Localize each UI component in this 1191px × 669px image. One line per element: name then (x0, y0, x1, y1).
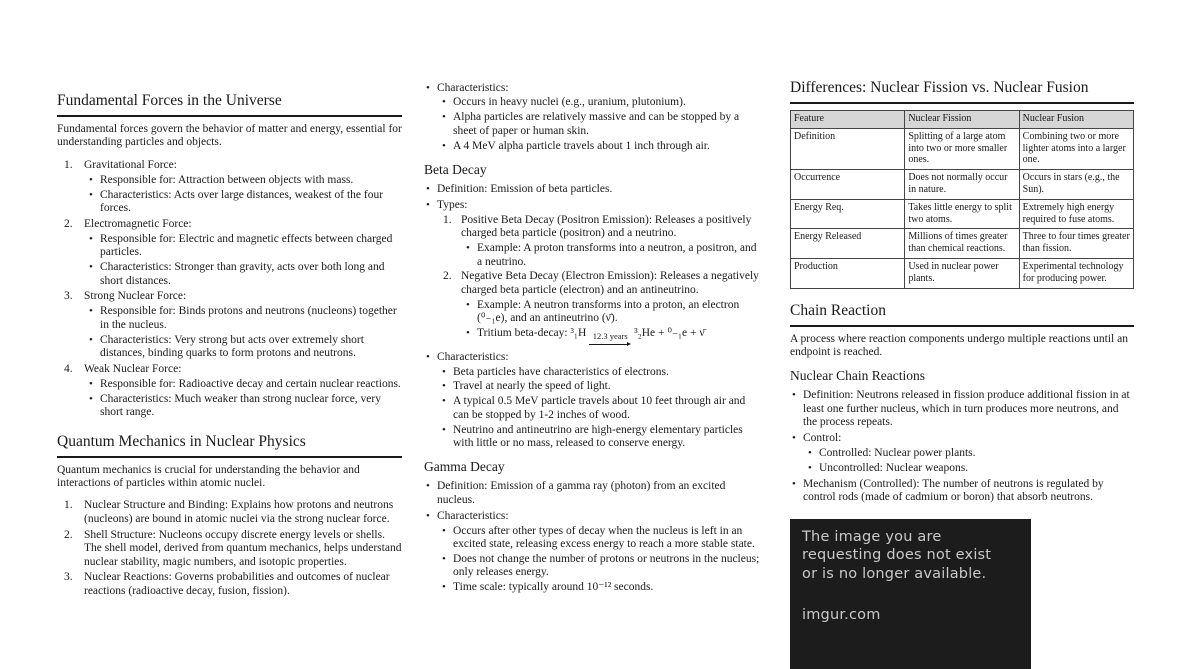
table-cell: Occurrence (791, 170, 905, 200)
list-item (87, 189, 402, 216)
list-item (806, 447, 1134, 460)
list-item-text: Controlled: Nuclear power plants. (819, 447, 976, 459)
list-item-text: Definition: Emission of beta particles. (437, 183, 613, 196)
table-row (791, 199, 1134, 229)
table-cell: Splitting of a large atom into two or more smaller ones. (905, 128, 1019, 169)
list-item-text: Example: A neutron transforms into a proton, an electron (⁰₋₁e), and an antineutrino (ν̄). (477, 298, 740, 325)
list-item (440, 395, 764, 422)
list-item (440, 140, 764, 153)
list-item (64, 290, 402, 360)
table-cell: Does not normally occur in nature. (905, 170, 1019, 200)
list-item-text: Definition: Emission of a gamma ray (photon) from an excited nucleus. (437, 480, 726, 506)
list-item (440, 553, 764, 580)
table-cell: Millions of times greater than chemical reactions. (905, 229, 1019, 259)
list-item-text: Shell Structure: Nucleons occupy discrete energy levels or shells. The shell model, derived from quantum mechanics, helps understand nuclear stability, magic numbers, and isotopic properties. (84, 528, 402, 568)
table-cell: Production (791, 258, 905, 288)
list-item (87, 393, 402, 420)
list-item (424, 351, 764, 451)
arrow-line (589, 341, 631, 348)
ordered-list (64, 499, 402, 598)
imgur-site-label: imgur.com (802, 606, 881, 623)
bullet-list (464, 242, 764, 269)
list-item-text: Does not change the number of protons or neutrons in the nucleus; only releases energy. (453, 552, 760, 579)
list-item-text: Travel at nearly the speed of light. (453, 380, 611, 393)
chain-reaction-list (790, 389, 1134, 504)
list-item-text: Responsible for: Radioactive decay and certain nuclear reactions. (100, 377, 401, 390)
list-item-text: A typical 0.5 MeV particle travels about 10 feet through air and can be stopped by 1-2 inches of wood. (453, 395, 746, 421)
list-item (790, 432, 1134, 475)
bullet-list (424, 183, 764, 450)
list-item (464, 299, 764, 326)
table-header-cell: Feature (791, 111, 905, 129)
list-item-text: Beta particles have characteristics of electrons. (453, 365, 669, 378)
bullet-list (424, 480, 764, 594)
alpha-characteristics-list (424, 82, 764, 154)
table-row (791, 128, 1134, 169)
table-cell: Extremely high energy required to fuse atoms. (1019, 199, 1133, 229)
list-item-text: Responsible for: Binds protons and neutrons (nucleons) together in the nucleus. (100, 305, 397, 331)
list-item-text: Responsible for: Attraction between objects with mass. (100, 173, 354, 186)
comparison-table (790, 110, 1134, 289)
list-item (790, 478, 1134, 505)
list-item (424, 199, 764, 348)
forces-intro-paragraph: Fundamental forces govern the behavior of matter and energy, essential for understanding particles and objects. (57, 123, 402, 149)
list-item-text: Positive Beta Decay (Positron Emission): Releases a positively charged beta particle (positron) and a neutrino. (461, 213, 752, 240)
list-item (87, 233, 402, 260)
list-item (64, 499, 402, 526)
list-item (64, 571, 402, 598)
gamma-decay-list (424, 480, 764, 594)
list-item-text: Nuclear Structure and Binding: Explains how protons and neutrons (nucleons) are bound in atomic nuclei via the strong nuclear force. (84, 499, 394, 525)
section-heading-fission-vs-fusion: Differences: Nuclear Fission vs. Nuclear Fusion (790, 79, 1134, 104)
list-item (87, 174, 402, 187)
list-item (87, 378, 402, 391)
table-cell: Experimental technology for producing power. (1019, 258, 1133, 288)
table-cell: Energy Released (791, 229, 905, 259)
table-cell: Takes little energy to split two atoms. (905, 199, 1019, 229)
bullet-list (87, 233, 402, 288)
reaction-arrow (589, 332, 631, 348)
list-item-text: Characteristics: (437, 81, 509, 94)
chain-reaction-paragraph: A process where reaction components undergo multiple reactions until an endpoint is reached. (790, 332, 1128, 358)
bullet-list (806, 447, 1134, 475)
bullet-list (790, 389, 1134, 504)
list-item-text: Gravitational Force: (84, 158, 177, 171)
beta-decay-list (424, 183, 764, 450)
list-item (440, 111, 764, 138)
list-item (443, 270, 764, 348)
list-item-text: Types: (437, 198, 468, 211)
table-cell: Definition (791, 128, 905, 169)
list-item (440, 424, 764, 451)
list-item (424, 480, 764, 507)
list-item-text: Characteristics: (437, 509, 509, 522)
list-item-text: Uncontrolled: Nuclear weapons. (819, 461, 969, 474)
table-header-cell: Nuclear Fission (905, 111, 1019, 129)
list-item (440, 581, 764, 594)
list-item-text: Strong Nuclear Force: (84, 290, 187, 303)
section-heading-chain-reaction: Chain Reaction (790, 302, 1134, 327)
bullet-list (87, 174, 402, 216)
list-item-text: Weak Nuclear Force: (84, 363, 182, 375)
list-item-text: Neutrino and antineutrino are high-energy elementary particles with little or no mass, released to conserve energy. (453, 423, 743, 450)
list-item (790, 389, 1134, 429)
list-item (440, 380, 764, 393)
formula-rhs-products: ³₂He + ⁰₋₁e + ν̄ (634, 327, 705, 340)
forces-list (57, 159, 402, 420)
bullet-list (440, 96, 764, 153)
list-item (806, 462, 1134, 475)
bullet-list (440, 525, 764, 595)
list-item (87, 305, 402, 332)
list-item-text: Characteristics: (437, 350, 509, 363)
list-item-text: Alpha particles are relatively massive and can be stopped by a sheet of paper or human skin. (453, 111, 740, 137)
list-item-text: Time scale: typically around 10⁻¹² seconds. (453, 581, 654, 594)
list-item (64, 218, 402, 288)
list-item (440, 525, 764, 552)
table-cell: Used in nuclear power plants. (905, 258, 1019, 288)
table-cell: Three to four times greater than fission. (1019, 229, 1133, 259)
list-item-text: Mechanism (Controlled): The number of neutrons is regulated by control rods (made of cadmium or boron) that absorb neutrons. (803, 477, 1104, 504)
arrow-label: 12.3 years (592, 331, 628, 342)
list-item-text: Characteristics: Stronger than gravity, acts over both long and short distances. (100, 261, 385, 287)
quantum-intro-paragraph: Quantum mechanics is crucial for understanding the behavior and interactions of particles within atomic nuclei. (57, 463, 360, 490)
list-item (424, 183, 764, 196)
bullet-list (440, 366, 764, 451)
list-item (440, 366, 764, 379)
subsection-heading-nuclear-chain-reactions: Nuclear Chain Reactions (790, 368, 925, 384)
list-item (64, 529, 402, 569)
formula-prefix: Tritium beta-decay: (477, 327, 571, 340)
middle-column (424, 79, 764, 597)
table-header-row (791, 111, 1134, 129)
comparison-table-body (791, 128, 1134, 288)
broken-image-message: The image you are requesting does not exist or is no longer available. (802, 528, 992, 582)
bullet-list (87, 305, 402, 360)
table-header-cell: Nuclear Fusion (1019, 111, 1133, 129)
list-item-text: A 4 MeV alpha particle travels about 1 inch through air. (453, 139, 710, 152)
broken-image-placeholder (790, 519, 1031, 669)
list-item (424, 510, 764, 595)
table-row (791, 170, 1134, 200)
quantum-list (57, 499, 402, 598)
section-heading-quantum-mechanics: Quantum Mechanics in Nuclear Physics (57, 433, 402, 458)
list-item (464, 242, 764, 269)
subsection-heading-gamma-decay: Gamma Decay (424, 459, 505, 475)
list-item (87, 261, 402, 288)
bullet-list (87, 378, 402, 420)
list-item-text: Occurs in heavy nuclei (e.g., uranium, plutonium). (453, 96, 686, 109)
section-heading-fundamental-forces: Fundamental Forces in the Universe (57, 92, 402, 117)
bullet-list (464, 299, 764, 348)
list-item-text: Characteristics: Much weaker than strong nuclear force, very short range. (100, 392, 381, 419)
subsection-heading-beta-decay: Beta Decay (424, 162, 487, 178)
list-item (87, 334, 402, 361)
table-row (791, 229, 1134, 259)
list-item-text: Control: (803, 432, 842, 445)
table-cell: Combining two or more lighter atoms into a larger one. (1019, 128, 1133, 169)
list-item-text: Negative Beta Decay (Electron Emission): Releases a negatively charged beta particle (electron) and an antineutrino. (461, 270, 759, 296)
bullet-list (424, 82, 764, 154)
list-item (64, 363, 402, 420)
list-item-text: Electromagnetic Force: (84, 217, 192, 230)
reaction-formula (477, 327, 705, 342)
formula-lhs-nuclide: ³₁H (570, 327, 587, 340)
list-item-text: Occurs after other types of decay when the nucleus is left in an excited state, releasing excess energy to reach a more stable state. (453, 524, 755, 551)
right-column (790, 79, 1134, 669)
list-item (424, 82, 764, 154)
list-item (440, 96, 764, 109)
list-item-text: Example: A proton transforms into a neutron, a positron, and a neutrino. (477, 242, 757, 268)
list-item (64, 159, 402, 216)
table-cell: Occurs in stars (e.g., the Sun). (1019, 170, 1133, 200)
list-item-text: Nuclear Reactions: Governs probabilities and outcomes of nuclear reactions (radioactive decay, fusion, fission). (84, 571, 390, 597)
list-item (464, 327, 764, 348)
list-item (443, 214, 764, 269)
table-row (791, 258, 1134, 288)
left-column (57, 92, 402, 601)
list-item-text: Characteristics: Very strong but acts over extremely short distances, binding quarks to form protons and neutrons. (100, 333, 364, 360)
ordered-list (64, 159, 402, 420)
ordered-list (443, 214, 764, 348)
list-item-text: Definition: Neutrons released in fission produce additional fission in at least one further nucleus, which in turn produces more neutrons, and the process repeats. (803, 389, 1130, 429)
table-cell: Energy Req. (791, 199, 905, 229)
list-item-text: Characteristics: Acts over large distances, weakest of the four forces. (100, 188, 384, 215)
list-item-text: Responsible for: Electric and magnetic effects between charged particles. (100, 232, 393, 259)
comparison-table-head (791, 111, 1134, 129)
